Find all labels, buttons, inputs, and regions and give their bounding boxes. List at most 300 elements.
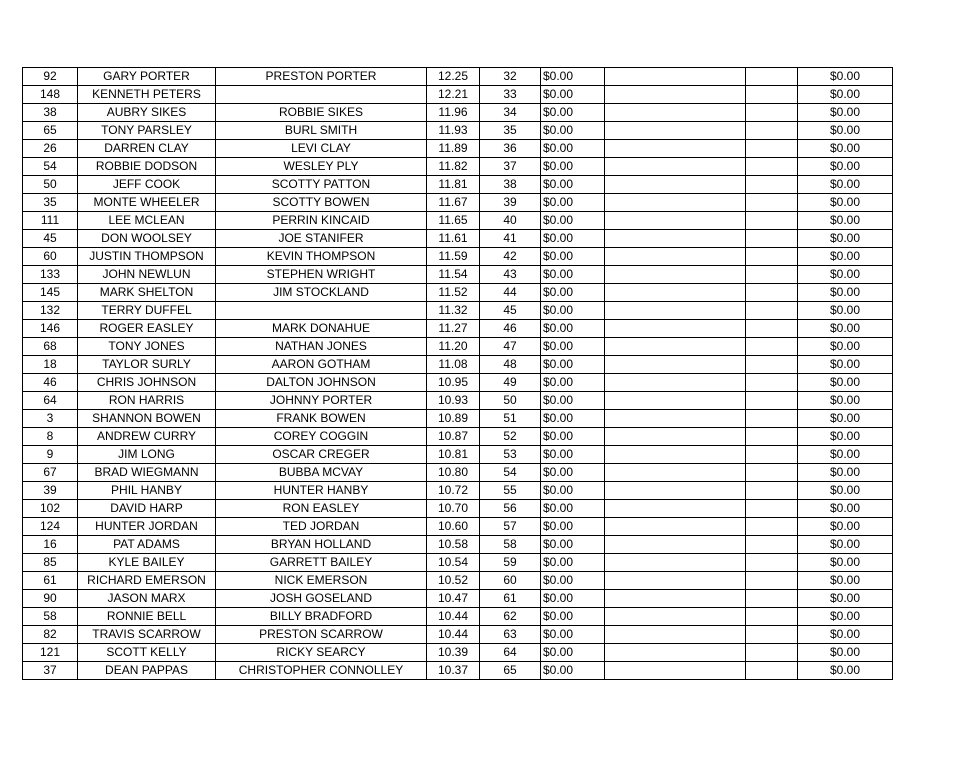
cell-blank-col-b [746,266,798,284]
cell-blank-col-a [605,518,746,536]
cell-payout: $0.00 [541,338,605,356]
cell-entry-number: 26 [23,140,78,158]
cell-blank-col-a [605,572,746,590]
cell-blank-col-a [605,410,746,428]
cell-blank-col-b [746,122,798,140]
cell-blank-col-a [605,302,746,320]
cell-blank-col-b [746,572,798,590]
cell-total: $0.00 [798,536,893,554]
cell-blank-col-a [605,104,746,122]
cell-weight: 10.80 [427,464,480,482]
cell-angler-one: DON WOOLSEY [78,230,216,248]
cell-weight: 11.67 [427,194,480,212]
table-row [23,662,893,680]
cell-angler-one: JUSTIN THOMPSON [78,248,216,266]
cell-entry-number: 61 [23,572,78,590]
cell-entry-number: 35 [23,194,78,212]
cell-entry-number: 82 [23,626,78,644]
cell-blank-col-b [746,482,798,500]
cell-angler-two: OSCAR CREGER [216,446,427,464]
table-row [23,140,893,158]
cell-entry-number: 90 [23,590,78,608]
cell-payout: $0.00 [541,446,605,464]
cell-blank-col-b [746,536,798,554]
cell-blank-col-b [746,302,798,320]
cell-place: 63 [480,626,541,644]
cell-place: 51 [480,410,541,428]
cell-payout: $0.00 [541,158,605,176]
cell-place: 59 [480,554,541,572]
cell-place: 32 [480,68,541,86]
cell-blank-col-b [746,248,798,266]
cell-weight: 10.58 [427,536,480,554]
cell-payout: $0.00 [541,104,605,122]
cell-angler-two: MARK DONAHUE [216,320,427,338]
cell-entry-number: 67 [23,464,78,482]
table-row [23,500,893,518]
cell-weight: 11.59 [427,248,480,266]
cell-total: $0.00 [798,284,893,302]
table-row [23,356,893,374]
cell-weight: 11.08 [427,356,480,374]
cell-payout: $0.00 [541,374,605,392]
cell-payout: $0.00 [541,608,605,626]
cell-place: 38 [480,176,541,194]
cell-weight: 11.32 [427,302,480,320]
cell-place: 44 [480,284,541,302]
cell-angler-one: DARREN CLAY [78,140,216,158]
cell-angler-one: KYLE BAILEY [78,554,216,572]
table-row [23,230,893,248]
cell-entry-number: 38 [23,104,78,122]
cell-angler-one: ANDREW CURRY [78,428,216,446]
cell-blank-col-a [605,122,746,140]
cell-blank-col-a [605,536,746,554]
cell-angler-one: SHANNON BOWEN [78,410,216,428]
cell-total: $0.00 [798,572,893,590]
cell-entry-number: 46 [23,374,78,392]
cell-angler-one: AUBRY SIKES [78,104,216,122]
cell-blank-col-a [605,662,746,680]
cell-total: $0.00 [798,140,893,158]
cell-blank-col-b [746,518,798,536]
cell-angler-two: PERRIN KINCAID [216,212,427,230]
cell-angler-one: DEAN PAPPAS [78,662,216,680]
cell-angler-two: HUNTER HANBY [216,482,427,500]
cell-payout: $0.00 [541,482,605,500]
cell-angler-two: NICK EMERSON [216,572,427,590]
cell-weight: 12.25 [427,68,480,86]
table-row [23,518,893,536]
cell-total: $0.00 [798,626,893,644]
cell-place: 39 [480,194,541,212]
cell-weight: 11.65 [427,212,480,230]
table-row [23,212,893,230]
cell-place: 48 [480,356,541,374]
cell-blank-col-b [746,86,798,104]
table-row [23,194,893,212]
table-row [23,284,893,302]
cell-weight: 11.61 [427,230,480,248]
cell-blank-col-a [605,86,746,104]
cell-angler-one: RONNIE BELL [78,608,216,626]
cell-entry-number: 37 [23,662,78,680]
cell-total: $0.00 [798,212,893,230]
cell-weight: 11.89 [427,140,480,158]
table-row [23,122,893,140]
cell-weight: 10.52 [427,572,480,590]
cell-payout: $0.00 [541,518,605,536]
cell-blank-col-b [746,68,798,86]
cell-total: $0.00 [798,122,893,140]
cell-blank-col-a [605,446,746,464]
cell-payout: $0.00 [541,590,605,608]
cell-payout: $0.00 [541,266,605,284]
cell-payout: $0.00 [541,320,605,338]
cell-angler-two: CHRISTOPHER CONNOLLEY [216,662,427,680]
cell-blank-col-b [746,194,798,212]
cell-blank-col-a [605,212,746,230]
cell-angler-one: MONTE WHEELER [78,194,216,212]
cell-entry-number: 148 [23,86,78,104]
cell-place: 64 [480,644,541,662]
cell-total: $0.00 [798,518,893,536]
cell-angler-one: JIM LONG [78,446,216,464]
cell-blank-col-b [746,590,798,608]
cell-payout: $0.00 [541,392,605,410]
cell-angler-one: HUNTER JORDAN [78,518,216,536]
table-row [23,572,893,590]
cell-angler-one: MARK SHELTON [78,284,216,302]
cell-blank-col-b [746,158,798,176]
cell-angler-two: SCOTTY PATTON [216,176,427,194]
table-row [23,482,893,500]
table-row [23,158,893,176]
cell-angler-two: ROBBIE SIKES [216,104,427,122]
cell-total: $0.00 [798,464,893,482]
cell-blank-col-a [605,176,746,194]
cell-place: 56 [480,500,541,518]
cell-place: 41 [480,230,541,248]
cell-entry-number: 58 [23,608,78,626]
cell-angler-two: RON EASLEY [216,500,427,518]
cell-total: $0.00 [798,230,893,248]
cell-angler-two: DALTON JOHNSON [216,374,427,392]
cell-entry-number: 60 [23,248,78,266]
cell-blank-col-b [746,662,798,680]
cell-payout: $0.00 [541,572,605,590]
cell-angler-one: SCOTT KELLY [78,644,216,662]
cell-total: $0.00 [798,86,893,104]
cell-angler-two: AARON GOTHAM [216,356,427,374]
cell-angler-two: NATHAN JONES [216,338,427,356]
table-row [23,464,893,482]
cell-angler-one: ROGER EASLEY [78,320,216,338]
cell-total: $0.00 [798,554,893,572]
cell-payout: $0.00 [541,428,605,446]
cell-place: 40 [480,212,541,230]
cell-total: $0.00 [798,410,893,428]
cell-payout: $0.00 [541,626,605,644]
table-row [23,644,893,662]
cell-payout: $0.00 [541,176,605,194]
cell-blank-col-b [746,500,798,518]
cell-angler-two: JOSH GOSELAND [216,590,427,608]
cell-angler-one: PAT ADAMS [78,536,216,554]
results-body [23,68,893,680]
cell-angler-one: JEFF COOK [78,176,216,194]
cell-payout: $0.00 [541,86,605,104]
table-row [23,410,893,428]
cell-blank-col-a [605,140,746,158]
cell-blank-col-b [746,176,798,194]
cell-entry-number: 50 [23,176,78,194]
cell-angler-two: PRESTON PORTER [216,68,427,86]
cell-payout: $0.00 [541,212,605,230]
cell-total: $0.00 [798,500,893,518]
cell-blank-col-b [746,464,798,482]
cell-total: $0.00 [798,428,893,446]
cell-angler-one: PHIL HANBY [78,482,216,500]
cell-total: $0.00 [798,320,893,338]
cell-weight: 10.87 [427,428,480,446]
cell-weight: 10.39 [427,644,480,662]
cell-payout: $0.00 [541,302,605,320]
cell-blank-col-b [746,626,798,644]
table-row [23,248,893,266]
cell-total: $0.00 [798,176,893,194]
cell-payout: $0.00 [541,248,605,266]
cell-payout: $0.00 [541,410,605,428]
cell-blank-col-a [605,284,746,302]
cell-blank-col-a [605,158,746,176]
cell-weight: 11.27 [427,320,480,338]
cell-total: $0.00 [798,662,893,680]
cell-angler-one: TONY PARSLEY [78,122,216,140]
cell-entry-number: 132 [23,302,78,320]
cell-blank-col-b [746,446,798,464]
cell-weight: 10.81 [427,446,480,464]
cell-angler-one: RON HARRIS [78,392,216,410]
cell-payout: $0.00 [541,644,605,662]
cell-place: 37 [480,158,541,176]
cell-weight: 11.52 [427,284,480,302]
cell-place: 60 [480,572,541,590]
cell-place: 34 [480,104,541,122]
cell-entry-number: 8 [23,428,78,446]
table-row [23,428,893,446]
cell-blank-col-b [746,320,798,338]
cell-angler-two: LEVI CLAY [216,140,427,158]
cell-angler-two: BILLY BRADFORD [216,608,427,626]
table-row [23,266,893,284]
cell-blank-col-a [605,392,746,410]
cell-place: 58 [480,536,541,554]
cell-blank-col-a [605,266,746,284]
cell-angler-one: JOHN NEWLUN [78,266,216,284]
cell-blank-col-b [746,212,798,230]
table-row [23,392,893,410]
cell-blank-col-a [605,338,746,356]
cell-total: $0.00 [798,68,893,86]
cell-angler-one: ROBBIE DODSON [78,158,216,176]
cell-weight: 10.72 [427,482,480,500]
table-row [23,86,893,104]
cell-total: $0.00 [798,374,893,392]
cell-angler-two: JOHNNY PORTER [216,392,427,410]
cell-weight: 10.54 [427,554,480,572]
cell-entry-number: 133 [23,266,78,284]
cell-total: $0.00 [798,158,893,176]
cell-entry-number: 124 [23,518,78,536]
cell-weight: 11.20 [427,338,480,356]
cell-angler-one: CHRIS JOHNSON [78,374,216,392]
cell-weight: 10.93 [427,392,480,410]
results-table [22,67,893,680]
cell-blank-col-b [746,410,798,428]
cell-entry-number: 39 [23,482,78,500]
table-row [23,338,893,356]
cell-place: 42 [480,248,541,266]
table-row [23,590,893,608]
cell-angler-two: WESLEY PLY [216,158,427,176]
cell-payout: $0.00 [541,554,605,572]
cell-blank-col-a [605,320,746,338]
cell-angler-one: TAYLOR SURLY [78,356,216,374]
cell-blank-col-a [605,590,746,608]
table-row [23,554,893,572]
cell-weight: 11.93 [427,122,480,140]
cell-angler-two: GARRETT BAILEY [216,554,427,572]
cell-payout: $0.00 [541,230,605,248]
cell-blank-col-b [746,356,798,374]
cell-place: 65 [480,662,541,680]
cell-total: $0.00 [798,446,893,464]
cell-weight: 11.96 [427,104,480,122]
cell-payout: $0.00 [541,464,605,482]
cell-weight: 11.81 [427,176,480,194]
cell-entry-number: 65 [23,122,78,140]
cell-entry-number: 111 [23,212,78,230]
cell-place: 33 [480,86,541,104]
cell-place: 57 [480,518,541,536]
cell-blank-col-a [605,356,746,374]
cell-entry-number: 54 [23,158,78,176]
cell-total: $0.00 [798,482,893,500]
cell-total: $0.00 [798,392,893,410]
cell-entry-number: 85 [23,554,78,572]
cell-place: 52 [480,428,541,446]
cell-place: 62 [480,608,541,626]
cell-total: $0.00 [798,302,893,320]
cell-entry-number: 18 [23,356,78,374]
table-row [23,608,893,626]
cell-entry-number: 92 [23,68,78,86]
table-row [23,104,893,122]
cell-weight: 10.60 [427,518,480,536]
cell-place: 49 [480,374,541,392]
table-row [23,536,893,554]
table-row [23,320,893,338]
cell-angler-two: TED JORDAN [216,518,427,536]
cell-payout: $0.00 [541,284,605,302]
cell-place: 53 [480,446,541,464]
cell-total: $0.00 [798,104,893,122]
cell-entry-number: 102 [23,500,78,518]
cell-angler-two: KEVIN THOMPSON [216,248,427,266]
cell-place: 55 [480,482,541,500]
cell-angler-two: JIM STOCKLAND [216,284,427,302]
cell-weight: 10.89 [427,410,480,428]
cell-place: 35 [480,122,541,140]
cell-blank-col-b [746,230,798,248]
cell-blank-col-a [605,554,746,572]
cell-total: $0.00 [798,356,893,374]
cell-blank-col-a [605,230,746,248]
cell-angler-two: COREY COGGIN [216,428,427,446]
cell-place: 54 [480,464,541,482]
cell-place: 36 [480,140,541,158]
cell-angler-two: BURL SMITH [216,122,427,140]
cell-angler-two [216,302,427,320]
cell-blank-col-b [746,374,798,392]
cell-blank-col-b [746,428,798,446]
cell-weight: 11.54 [427,266,480,284]
cell-blank-col-a [605,626,746,644]
cell-place: 46 [480,320,541,338]
cell-angler-two: BRYAN HOLLAND [216,536,427,554]
cell-angler-two [216,86,427,104]
cell-angler-one: KENNETH PETERS [78,86,216,104]
cell-weight: 10.47 [427,590,480,608]
cell-payout: $0.00 [541,194,605,212]
cell-weight: 10.44 [427,608,480,626]
cell-payout: $0.00 [541,500,605,518]
cell-place: 43 [480,266,541,284]
table-row [23,626,893,644]
cell-angler-one: DAVID HARP [78,500,216,518]
cell-blank-col-a [605,194,746,212]
cell-weight: 10.95 [427,374,480,392]
cell-entry-number: 16 [23,536,78,554]
cell-angler-one: TONY JONES [78,338,216,356]
cell-payout: $0.00 [541,140,605,158]
cell-entry-number: 68 [23,338,78,356]
cell-entry-number: 64 [23,392,78,410]
cell-angler-one: LEE MCLEAN [78,212,216,230]
cell-weight: 10.37 [427,662,480,680]
cell-weight: 11.82 [427,158,480,176]
cell-blank-col-a [605,464,746,482]
cell-entry-number: 45 [23,230,78,248]
cell-angler-one: GARY PORTER [78,68,216,86]
cell-place: 45 [480,302,541,320]
cell-place: 47 [480,338,541,356]
cell-payout: $0.00 [541,356,605,374]
cell-angler-two: RICKY SEARCY [216,644,427,662]
cell-blank-col-b [746,284,798,302]
cell-weight: 10.70 [427,500,480,518]
table-row [23,302,893,320]
cell-place: 50 [480,392,541,410]
cell-entry-number: 3 [23,410,78,428]
cell-payout: $0.00 [541,68,605,86]
cell-angler-one: BRAD WIEGMANN [78,464,216,482]
cell-blank-col-b [746,608,798,626]
cell-blank-col-a [605,644,746,662]
cell-blank-col-a [605,374,746,392]
cell-blank-col-b [746,554,798,572]
